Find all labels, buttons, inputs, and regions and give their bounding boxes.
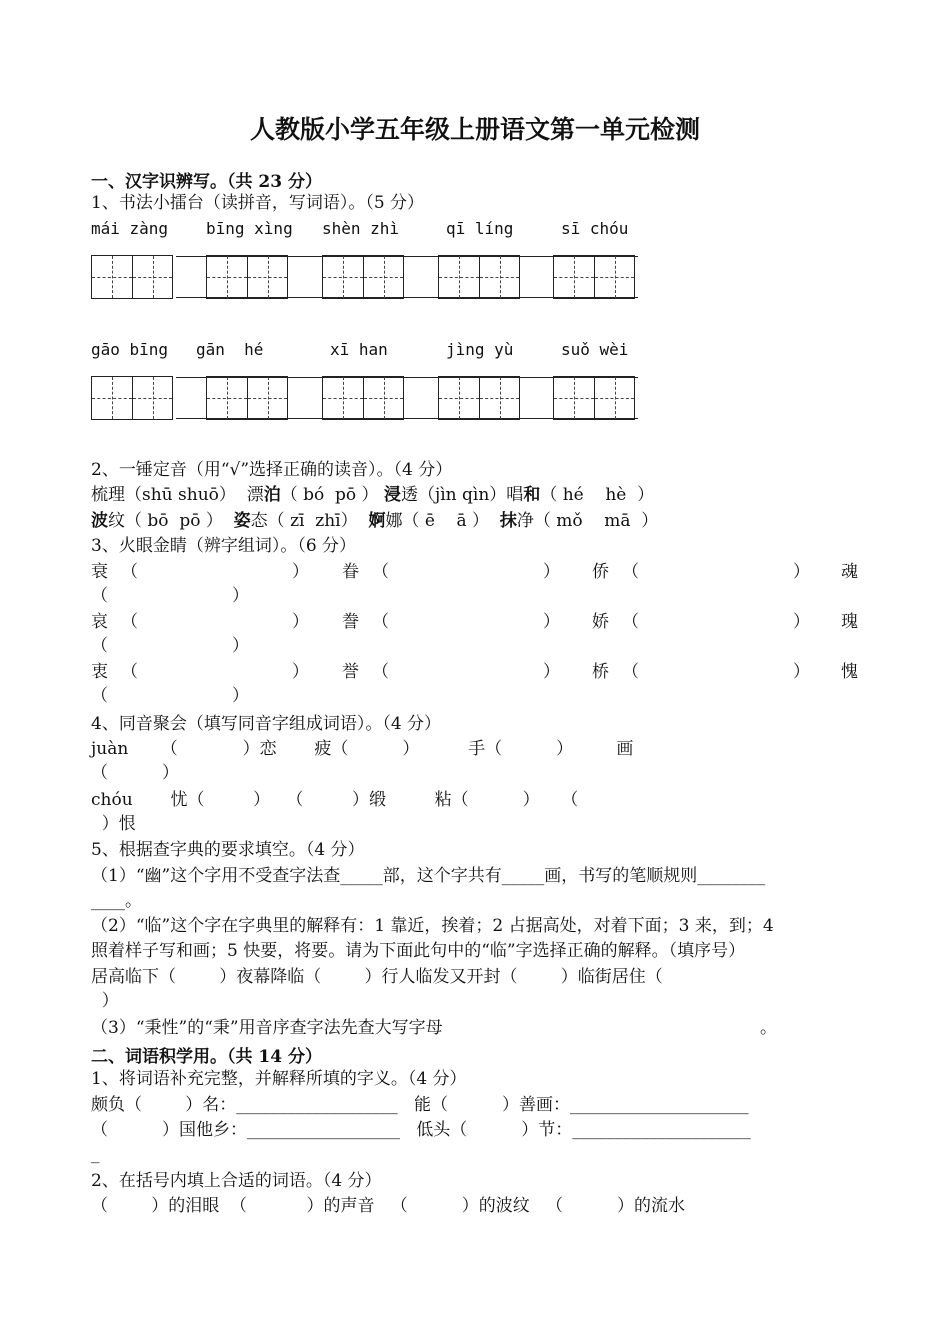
- paren-close: ）: [793, 612, 810, 632]
- page-title: 人教版小学五年级上册语文第一单元检测: [249, 115, 700, 144]
- q3-char: 衷: [91, 662, 108, 682]
- writing-grid[interactable]: [553, 376, 635, 420]
- q3-char: 愧: [841, 662, 858, 682]
- q2-target-char: 波: [91, 511, 108, 531]
- writing-grid[interactable]: [438, 255, 520, 299]
- q5-part-2d: ）: [91, 991, 119, 1011]
- pinyin-label: xī han: [330, 340, 388, 359]
- paren-open: （: [622, 662, 639, 682]
- q2-target-char: 婀: [368, 511, 386, 531]
- pinyin-label: gāo bīng: [91, 340, 169, 359]
- section-2-heading: 二、词语积学用。（共 14 分）: [91, 1047, 322, 1067]
- paren-open: （: [121, 562, 138, 582]
- q2-item: 漂: [246, 485, 264, 505]
- q3-char: 誊: [342, 612, 359, 632]
- q2-item: 态（ zī zhī）: [250, 511, 358, 531]
- q2-target-char: 抹: [499, 511, 517, 531]
- q5-part-2c: 居高临下（ ）夜幕降临（ ）行人临发又开封（ ）临街居住（: [91, 967, 663, 987]
- q4-line-2b: ）恨: [91, 814, 136, 834]
- q5-part-1: （1）“幽”这个字用不受查字法查_____部，这个字共有_____画，书写的笔顺规则________: [91, 866, 766, 886]
- paren-open: （: [372, 562, 389, 582]
- paren-open: （: [91, 686, 108, 706]
- q2-1-line-2: （ ）国他乡：__________________ 低头（ ）节：_____________________: [91, 1120, 751, 1140]
- q5-part-3: （3）“秉性”的“秉”用音序查字法先查大写字母: [91, 1018, 443, 1038]
- q2-item: 纹（ bō pō ）: [108, 511, 223, 531]
- q5-part-1b: ____。: [91, 891, 142, 911]
- q2-item: 娜（ ē ā ）: [385, 511, 490, 531]
- pinyin-label: mái zàng: [91, 219, 169, 238]
- pinyin-label: suǒ wèi: [561, 340, 629, 359]
- q2-2-text: 2、在括号内填上合适的词语。（4 分）: [91, 1171, 382, 1191]
- paren-open: （: [91, 586, 108, 606]
- q3-char: 侨: [592, 562, 609, 582]
- q2-item: 净（ mǒ mā ）: [516, 511, 659, 531]
- q2-item: 梳理（shū shuō）: [91, 485, 236, 505]
- pinyin-label: sī chóu: [561, 219, 629, 238]
- q3-char: 魂: [841, 562, 858, 582]
- paren-close: ）: [292, 562, 309, 582]
- paren-open: （: [372, 662, 389, 682]
- q4-line-1: juàn （ ）恋 疲（ ） 手（ ） 画: [91, 739, 634, 759]
- q4-line-1b: （ ）: [91, 763, 180, 783]
- q2-target-char: 和: [523, 485, 541, 505]
- q3-char: 瑰: [841, 612, 858, 632]
- writing-grid[interactable]: [438, 376, 520, 420]
- pinyin-label: bīng xìng: [206, 219, 293, 238]
- paren-close: ）: [543, 662, 560, 682]
- q2-target-char: 泊: [263, 485, 281, 505]
- paren-open: （: [121, 662, 138, 682]
- paren-close: ）: [793, 662, 810, 682]
- pinyin-label: shèn zhì: [322, 219, 400, 238]
- q3-char: 桥: [592, 662, 609, 682]
- q2-1-text: 1、将词语补充完整，并解释所填的字义。（4 分）: [91, 1069, 467, 1089]
- q2-target-char: 浸: [383, 485, 401, 505]
- paren-close: ）: [292, 612, 309, 632]
- writing-grid[interactable]: [91, 255, 173, 299]
- writing-grid[interactable]: [91, 376, 173, 420]
- q1-2-text: 2、一锤定音（用“√”选择正确的读音）。（4 分）: [91, 460, 453, 480]
- paren-open: （: [121, 612, 138, 632]
- paren-open: （: [622, 612, 639, 632]
- q2-item: 透（jìn qìn）唱: [400, 485, 524, 505]
- paren-close: ）: [793, 562, 810, 582]
- paren-close: ）: [232, 636, 249, 656]
- q2-item: （ hé hè ）: [540, 485, 655, 505]
- writing-grid[interactable]: [322, 376, 404, 420]
- paren-open: （: [622, 562, 639, 582]
- q5-part-2: （2）“临”这个字在字典里的解释有：1 靠近，挨着；2 占据高处，对着下面；3 来，到；4: [91, 916, 774, 936]
- q3-char: 娇: [592, 612, 609, 632]
- paren-close: ）: [292, 662, 309, 682]
- writing-grid[interactable]: [553, 255, 635, 299]
- q3-char: 衰: [91, 562, 108, 582]
- q5-part-3-end: 。: [760, 1018, 777, 1038]
- paren-close: ）: [543, 612, 560, 632]
- q2-target-char: 姿: [233, 511, 251, 531]
- paren-open: （: [372, 612, 389, 632]
- paren-close: ）: [232, 686, 249, 706]
- q2-line-1: [91, 483, 654, 507]
- q3-char: 誉: [342, 662, 359, 682]
- writing-grid[interactable]: [206, 255, 288, 299]
- q2-2-line-1: （ ）的泪眼 （ ）的声音 （ ）的波纹 （ ）的流水: [91, 1196, 685, 1216]
- q2-1-line-1: 颇负（ ）名：___________________ 能（ ）善画：_____________________: [91, 1095, 749, 1115]
- q5-part-2b: 照着样子写和画；5 快要，将要。请为下面此句中的“临”字选择正确的解释。（填序号）: [91, 941, 746, 961]
- q3-char: 眷: [342, 562, 359, 582]
- section-1-heading: 一、汉字识辨写。（共 23 分）: [91, 172, 322, 192]
- paren-close: ）: [232, 586, 249, 606]
- q2-line-2: [91, 509, 658, 533]
- q3-char: 哀: [91, 612, 108, 632]
- q1-3-text: 3、火眼金睛（辨字组词）。（6 分）: [91, 536, 357, 556]
- q4-line-2: chóu 忧（ ） （ ）缎 粘（ ） （: [91, 790, 579, 810]
- pinyin-label: gān hé: [196, 340, 264, 359]
- q1-4-text: 4、同音聚会（填写同音字组成词语）。（4 分）: [91, 714, 442, 734]
- writing-grid[interactable]: [206, 376, 288, 420]
- q1-1-text: 1、书法小擂台（读拼音，写词语）。（5 分）: [91, 193, 425, 213]
- pinyin-label: jìng yù: [446, 340, 514, 359]
- paren-close: ）: [543, 562, 560, 582]
- q1-5-text: 5、根据查字典的要求填空。（4 分）: [91, 840, 365, 860]
- pinyin-label: qī líng: [446, 219, 514, 238]
- paren-open: （: [91, 636, 108, 656]
- q2-item: （ bó pō ）: [280, 485, 379, 505]
- writing-grid[interactable]: [322, 255, 404, 299]
- q2-1-line-3: _: [91, 1144, 100, 1164]
